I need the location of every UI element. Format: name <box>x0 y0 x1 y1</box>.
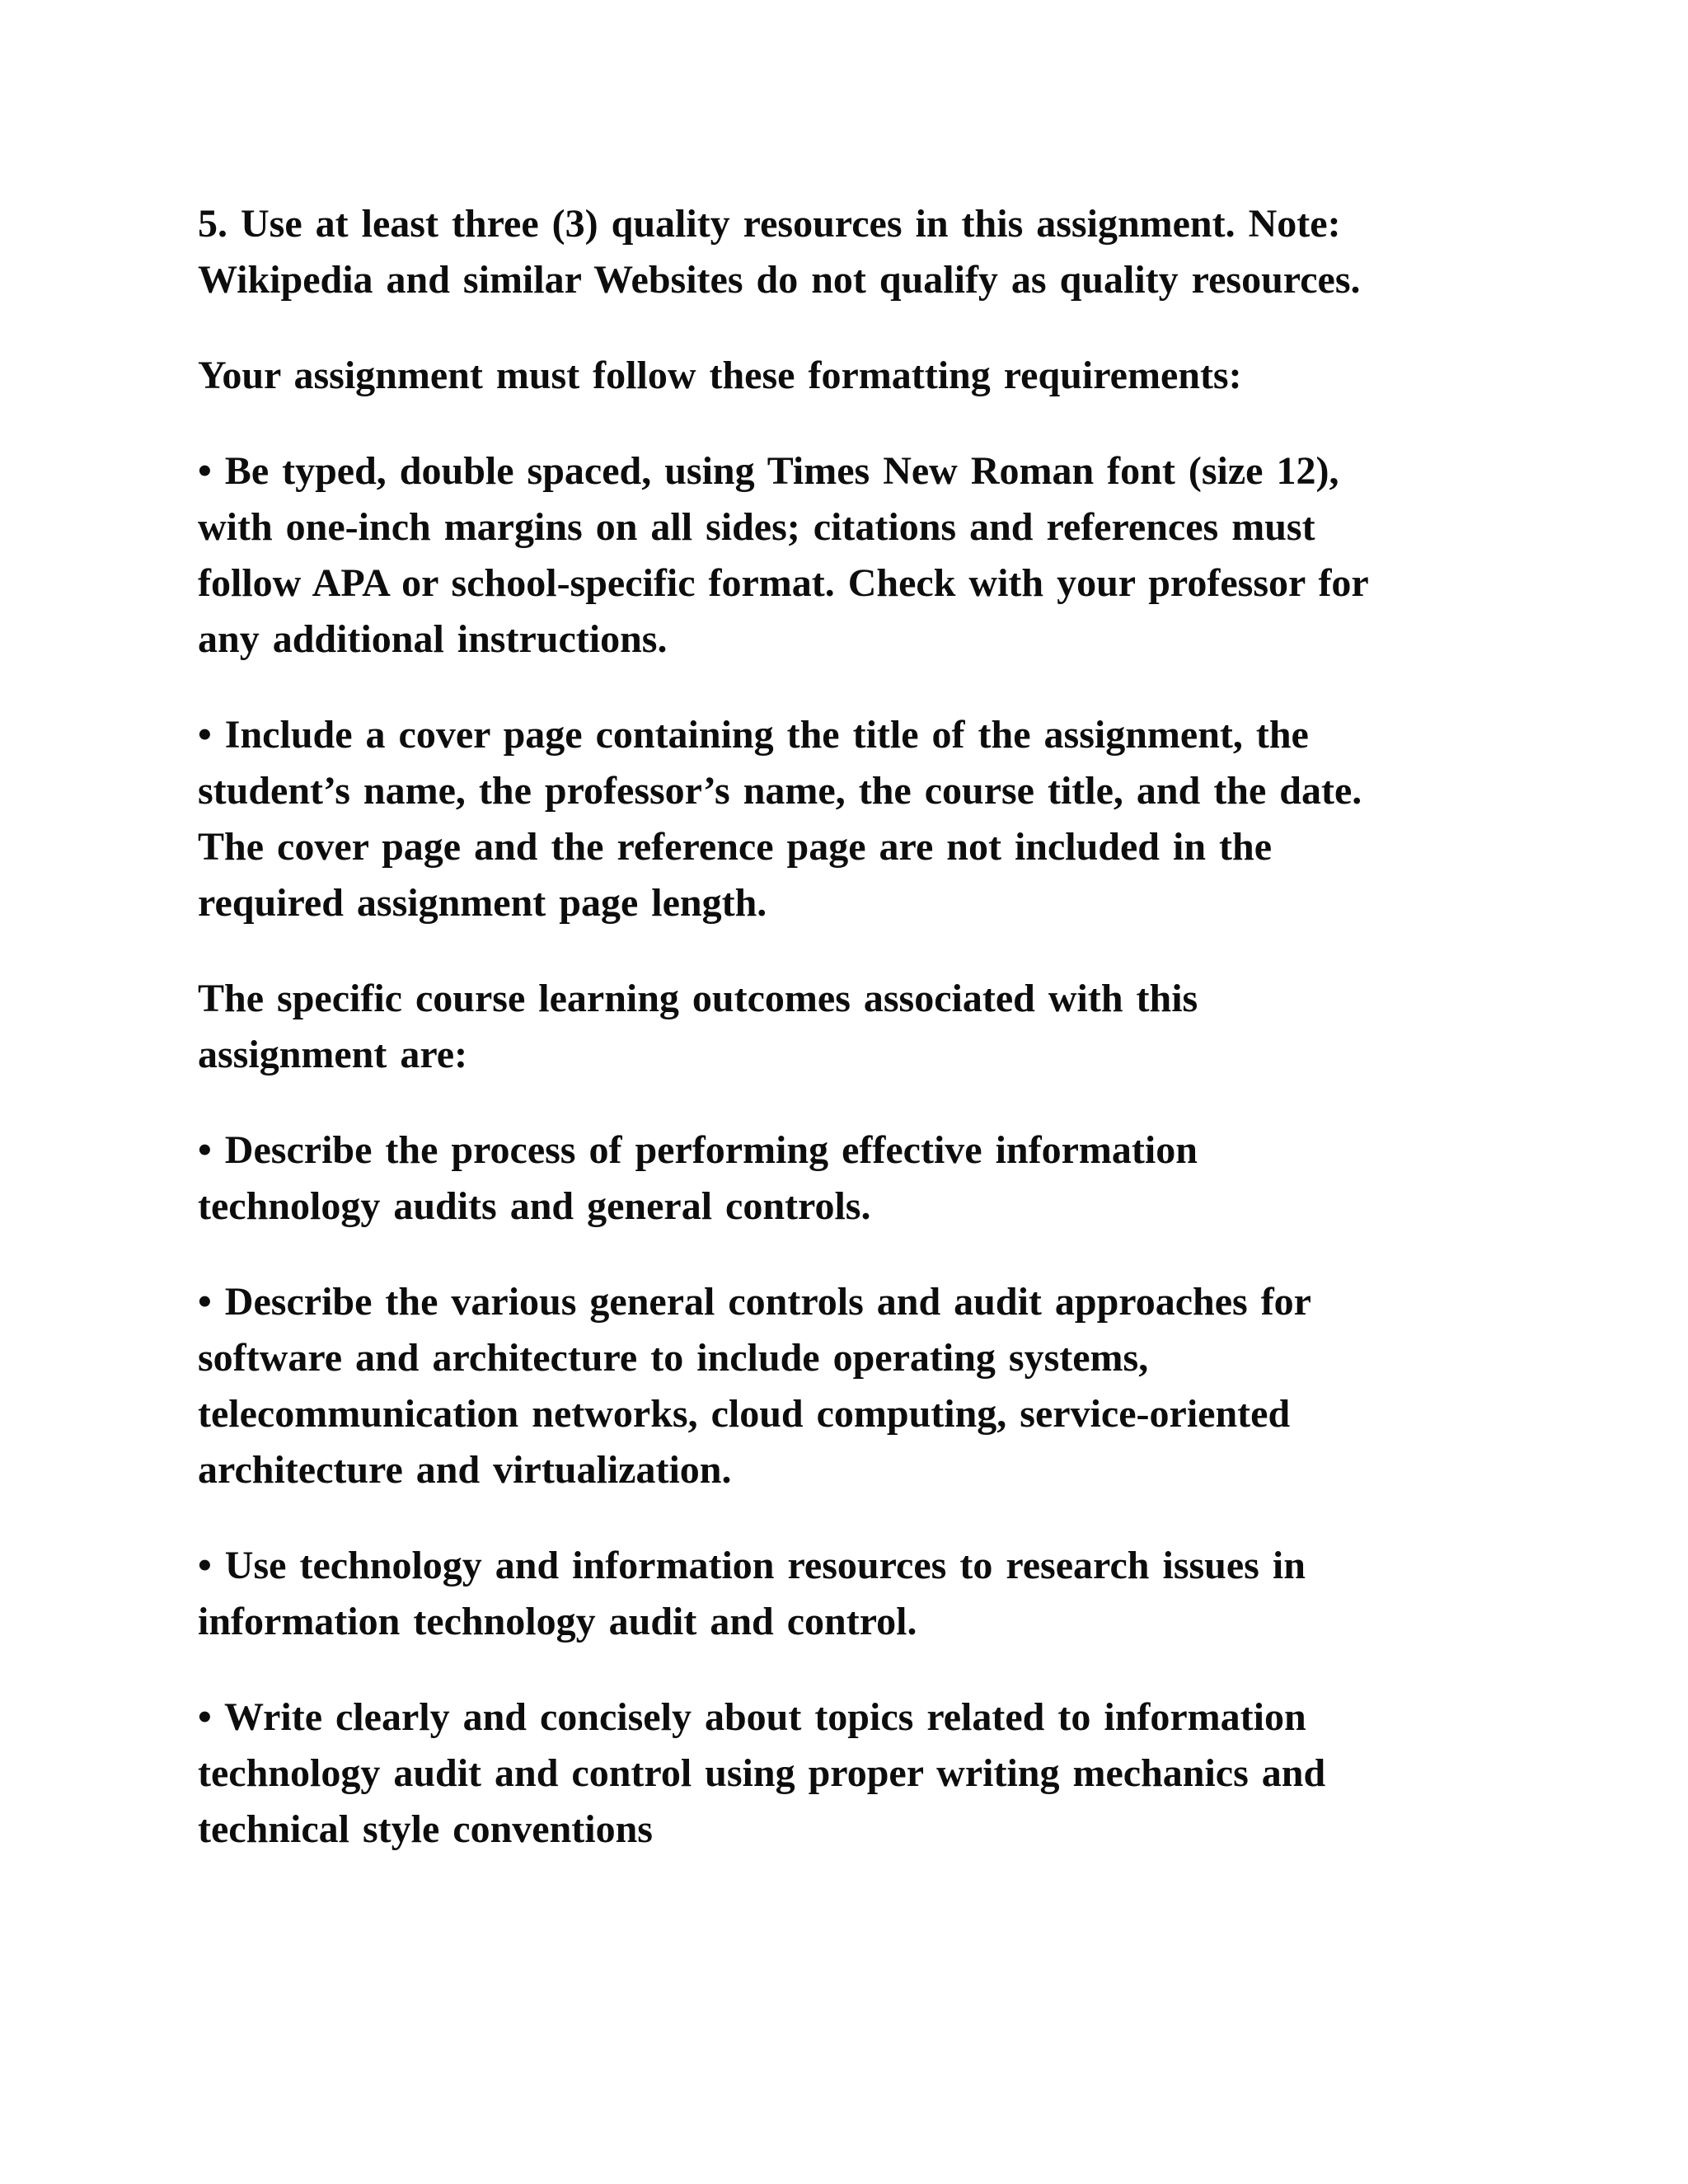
paragraph-formatting-heading <box>198 348 1517 404</box>
text-line: • Describe the process of performing effective information <box>198 1128 1198 1172</box>
text-line: information technology audit and control. <box>198 1600 917 1643</box>
text-line: • Include a cover page containing the title of the assignment, the <box>198 713 1309 757</box>
paragraph-outcome-bullet-research <box>198 1538 1517 1650</box>
text-line: assignment are: <box>198 1033 468 1076</box>
text-line: software and architecture to include operating systems, <box>198 1336 1149 1380</box>
text-line: student’s name, the professor’s name, the course title, and the date. <box>198 769 1362 813</box>
paragraph-formatting-bullet-cover-page <box>198 707 1517 931</box>
text-line: Wikipedia and similar Websites do not qualify as quality resources. <box>198 258 1361 302</box>
paragraph-formatting-bullet-typed <box>198 443 1517 668</box>
text-line: with one-inch margins on all sides; citations and references must <box>198 505 1315 549</box>
text-line: follow APA or school-specific format. Check with your professor for <box>198 561 1369 605</box>
paragraph-resources-note <box>198 196 1517 308</box>
text-line: any additional instructions. <box>198 617 668 661</box>
text-line: • Write clearly and concisely about topics related to information <box>198 1695 1306 1739</box>
text-line: required assignment page length. <box>198 881 767 925</box>
paragraph-outcome-bullet-audits <box>198 1122 1517 1235</box>
paragraph-outcomes-heading <box>198 971 1517 1083</box>
document-body <box>198 196 1517 1897</box>
paragraph-outcome-bullet-general-controls <box>198 1274 1517 1498</box>
text-line: technical style conventions <box>198 1807 653 1851</box>
text-line: technology audit and control using proper writing mechanics and <box>198 1751 1326 1795</box>
text-line: Your assignment must follow these formatting requirements: <box>198 354 1242 397</box>
text-line: telecommunication networks, cloud computing, service-oriented <box>198 1392 1291 1436</box>
text-line: The cover page and the reference page are not included in the <box>198 825 1273 869</box>
text-line: architecture and virtualization. <box>198 1448 732 1492</box>
text-line: • Use technology and information resources to research issues in <box>198 1544 1306 1587</box>
text-line: The specific course learning outcomes associated with this <box>198 977 1198 1020</box>
text-line: 5. Use at least three (3) quality resources in this assignment. Note: <box>198 202 1341 246</box>
paragraph-outcome-bullet-writing <box>198 1690 1517 1858</box>
text-line: technology audits and general controls. <box>198 1184 871 1228</box>
text-line: • Describe the various general controls and audit approaches for <box>198 1280 1311 1324</box>
text-line: • Be typed, double spaced, using Times New Roman font (size 12), <box>198 449 1339 493</box>
